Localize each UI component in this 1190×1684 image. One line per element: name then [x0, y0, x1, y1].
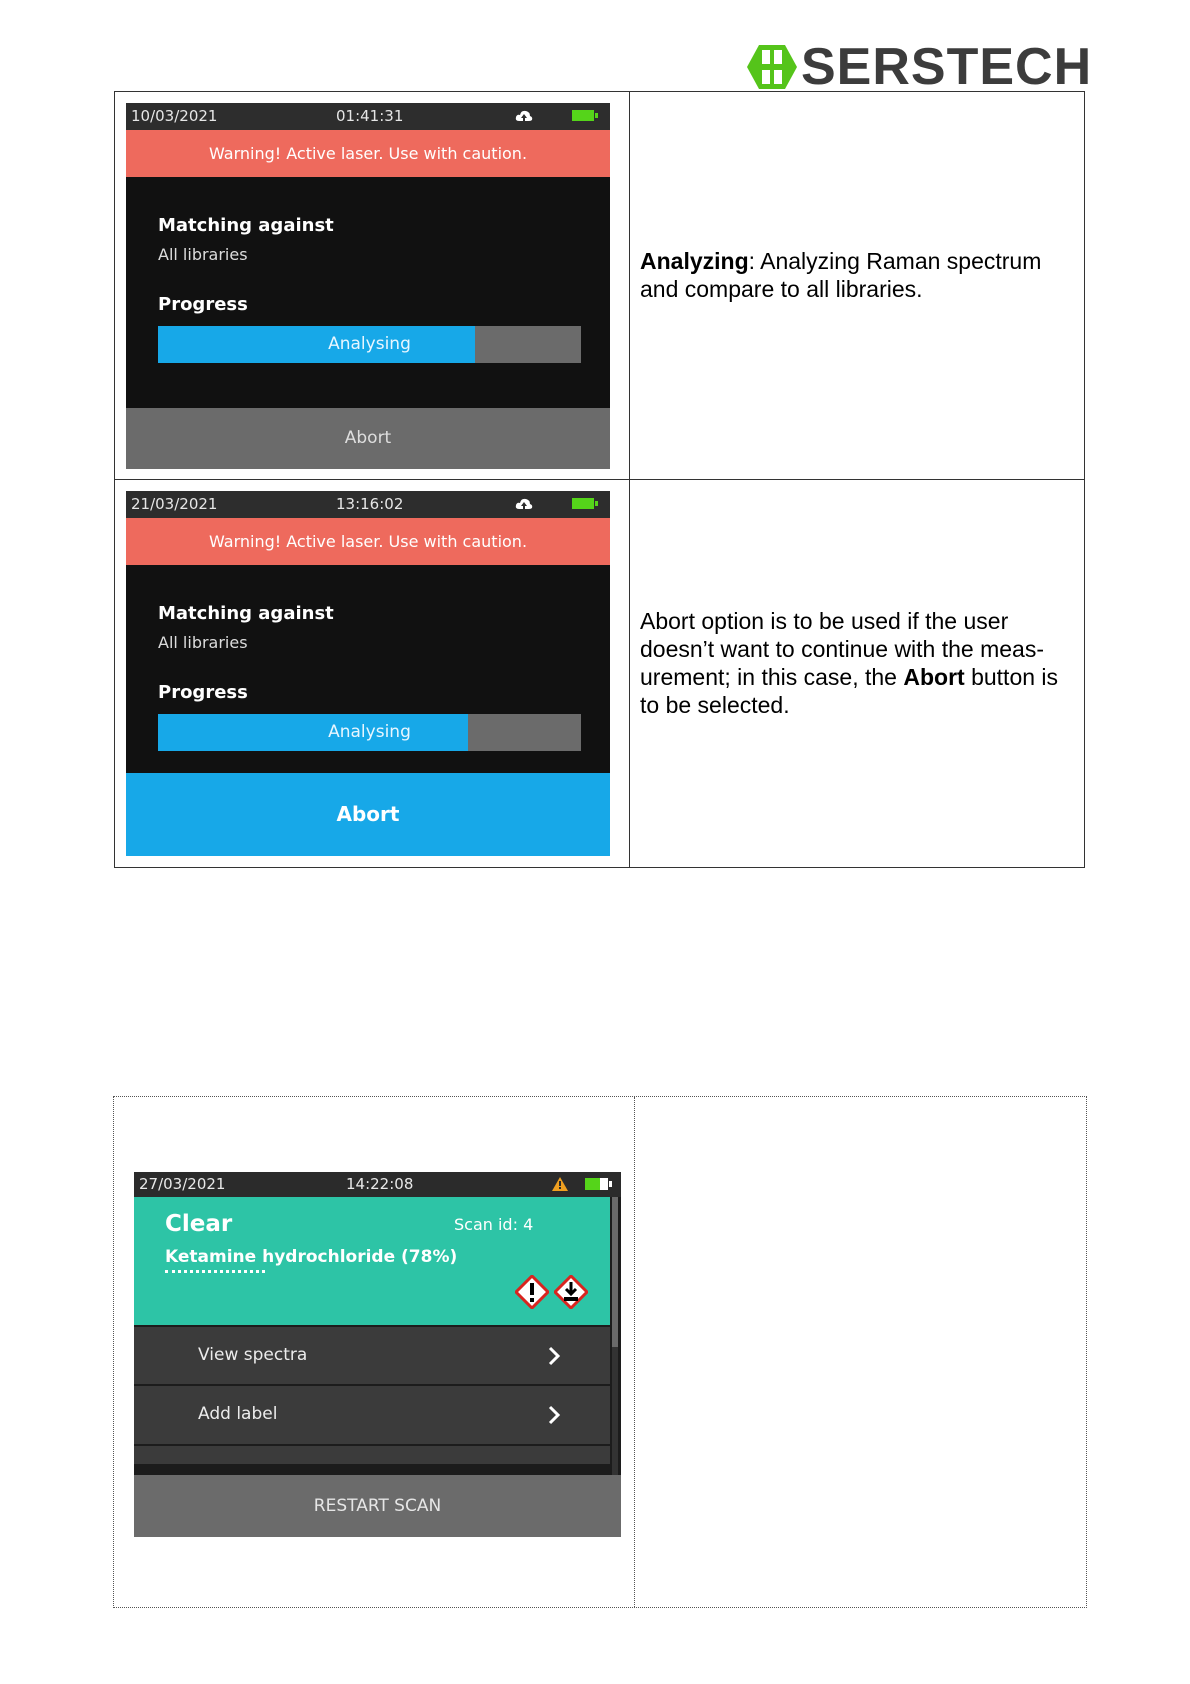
- description-term: Analyzing: [640, 248, 749, 274]
- cloud-icon: [515, 496, 533, 512]
- device-screen-abort: [126, 491, 610, 856]
- ghs-exclamation-icon: [515, 1275, 549, 1309]
- scrollbar[interactable]: [612, 1197, 618, 1487]
- truncated-text: [165, 1270, 265, 1274]
- progress-label: Progress: [158, 682, 248, 703]
- description-text-after: button is to be selected.: [640, 664, 1059, 718]
- description-abort: [640, 607, 1070, 719]
- battery-icon: [585, 1178, 608, 1190]
- status-bar: [126, 103, 610, 130]
- description-term: Abort: [903, 664, 965, 690]
- table-row-abort: [115, 480, 1084, 867]
- laser-warning-banner: Warning! Active laser. Use with caution.: [126, 518, 610, 565]
- device-screen-analyzing: [126, 103, 610, 469]
- matching-label: Matching against: [158, 603, 334, 624]
- result-card: [134, 1197, 610, 1325]
- logo-text: SERSTECH: [801, 38, 1093, 96]
- battery-icon: [572, 110, 594, 121]
- progress-text: Analysing: [328, 722, 411, 742]
- serstech-logo: [747, 38, 1093, 96]
- ghs-environment-icon: [554, 1275, 588, 1309]
- result-status: Clear: [165, 1211, 233, 1237]
- menu-item-view-spectra[interactable]: [134, 1325, 610, 1385]
- scan-id: Scan id: 4: [454, 1215, 534, 1234]
- menu-item-label: Add label: [198, 1404, 278, 1424]
- battery-icon: [572, 498, 594, 509]
- status-bar: [126, 491, 610, 518]
- progress-label: Progress: [158, 294, 248, 315]
- menu-item-partial[interactable]: [134, 1444, 610, 1464]
- matching-value: All libraries: [158, 245, 248, 264]
- description-text-before: Abort option is to be used if the user doesn’t want to continue with the meas-urement; in this case, the: [640, 608, 1045, 690]
- instructions-table: [114, 91, 1085, 868]
- status-time: 13:16:02: [336, 495, 404, 513]
- description-text: : Analyzing Raman spectrum and compare to all libraries.: [640, 248, 1042, 302]
- menu-item-add-label[interactable]: [134, 1384, 610, 1444]
- restart-scan-button[interactable]: RESTART SCAN: [134, 1475, 621, 1537]
- chevron-right-icon: [547, 1404, 561, 1426]
- status-bar: [134, 1172, 621, 1197]
- substance-name: Ketamine hydrochloride (78%): [165, 1247, 458, 1267]
- status-date: 27/03/2021: [139, 1175, 226, 1193]
- warning-triangle-icon: [552, 1177, 568, 1191]
- description-analyzing: [640, 247, 1070, 303]
- status-time: 14:22:08: [346, 1175, 414, 1193]
- abort-button[interactable]: Abort: [126, 408, 610, 469]
- scrollbar-thumb[interactable]: [612, 1197, 618, 1347]
- progress-bar: [158, 714, 581, 751]
- abort-button-selected[interactable]: Abort: [126, 773, 610, 856]
- chevron-right-icon: [547, 1345, 561, 1367]
- table-divider: [634, 1097, 635, 1607]
- cloud-icon: [515, 108, 533, 124]
- progress-text: Analysing: [328, 334, 411, 354]
- status-date: 10/03/2021: [131, 107, 218, 125]
- device-screen-result: [134, 1172, 621, 1537]
- matching-label: Matching against: [158, 215, 334, 236]
- matching-value: All libraries: [158, 633, 248, 652]
- result-table: [113, 1096, 1087, 1608]
- laser-warning-banner: Warning! Active laser. Use with caution.: [126, 130, 610, 177]
- progress-bar: [158, 326, 581, 363]
- status-date: 21/03/2021: [131, 495, 218, 513]
- menu-item-label: View spectra: [198, 1345, 308, 1365]
- serstech-logo-icon: [747, 45, 797, 89]
- table-row-analyzing: [115, 92, 1084, 480]
- status-time: 01:41:31: [336, 107, 404, 125]
